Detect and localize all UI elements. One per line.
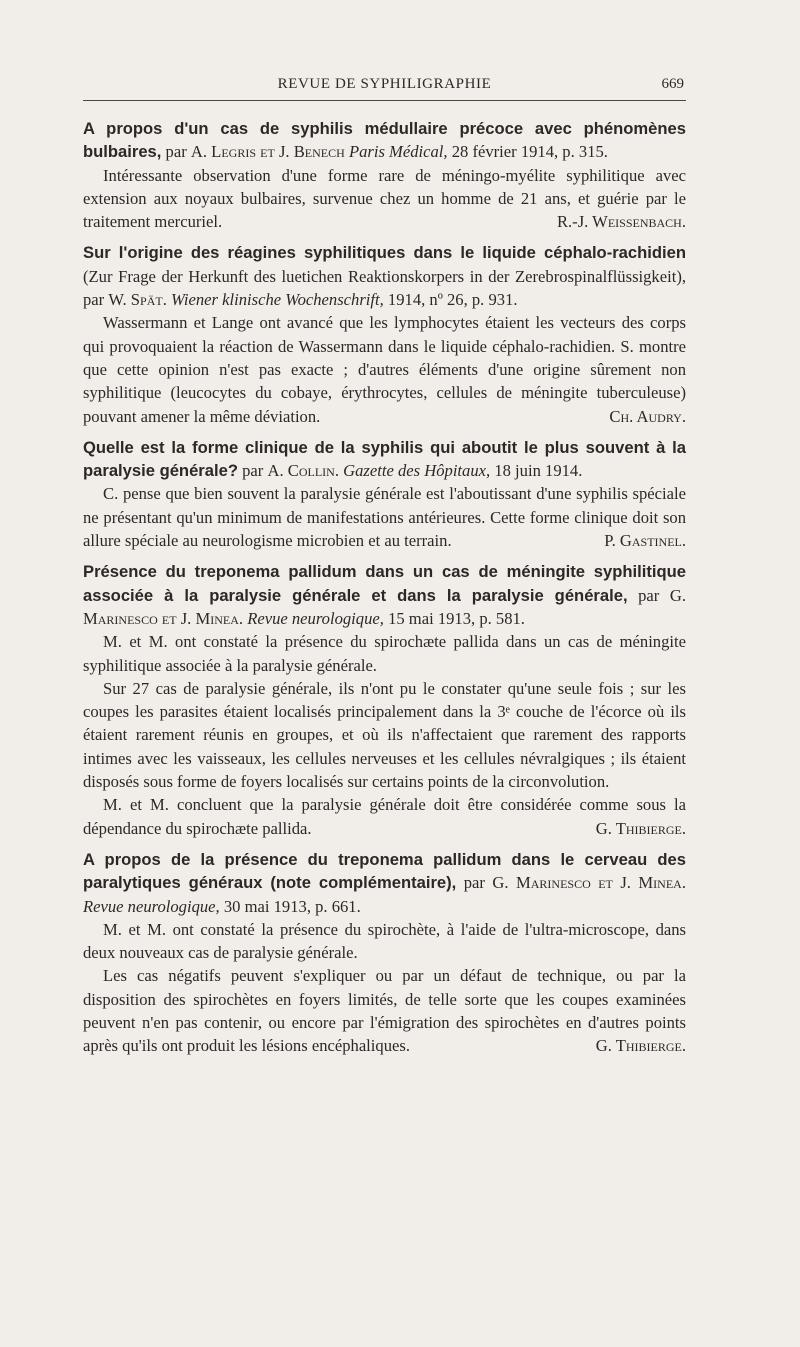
entry-journal: Wiener klinische Wochenschrift,: [171, 290, 384, 310]
by-word: par: [463, 873, 485, 893]
entry-authors: W. Spät.: [108, 290, 167, 310]
paragraph-text: Les cas négatifs peuvent s'expliquer ou par un défaut de technique, ou par la disposition des spirochètes en foyers limités, de telle sorte que les coupes examinées peuvent n'en pas contenir, ou encore par l'émigration des spirochètes en d'autres points après qu'ils ont produit les lésions encéphaliques.: [83, 966, 686, 1056]
entry-heading: [83, 241, 686, 311]
article-list: [83, 117, 686, 1066]
entry-title: Sur l'origine des réagines syphilitiques dans le liquide céphalo-rachidien: [83, 243, 686, 263]
by-word: par: [83, 290, 105, 310]
entry-citation: 28 février 1914, p. 315.: [451, 142, 608, 162]
page-number: 669: [661, 76, 684, 92]
reviewer-signature: Ch. Audry.: [609, 406, 686, 426]
entry-paragraph: [83, 677, 686, 793]
entry-subtitle: (Zur Frage der Herkunft des luetichen Reaktionskorpers in der Zerebrospinalflüssigkeit),: [83, 266, 686, 286]
entry-citation: 15 mai 1913, p. 581.: [388, 608, 525, 628]
entry-paragraph: [83, 164, 686, 234]
abstract-entry: [83, 117, 686, 233]
entry-citation: 18 juin 1914.: [494, 461, 583, 481]
entry-journal: Revue neurologique,: [247, 608, 384, 628]
abstract-entry: [83, 560, 686, 840]
entry-title: A propos de la présence du treponema pallidum dans le cerveau des paralytiques généraux (note complémentaire),: [83, 849, 686, 893]
running-header: [83, 76, 686, 101]
entry-paragraph: [83, 311, 686, 427]
entry-paragraph: [83, 964, 686, 1057]
entry-authors: G. Marinesco et J. Minea.: [492, 873, 686, 893]
abstract-entry: [83, 848, 686, 1058]
reviewer-signature: G. Thibierge.: [595, 818, 686, 838]
paragraph-text: Sur 27 cas de paralysie générale, ils n'ont pu le constater qu'une seule fois ; sur les coupes les parasites étaient localisés principalement dans la 3ᵉ couche de l'écorce où ils étaient rarement réunis en groupes, et où ils n'affectaient que rarement des rapports intimes avec les vaisseaux, les cellules nerveuses et les cellules névralgiques ; ils étaient disposés sous forme de foyers localisés sur certains points de la circonvolution.: [83, 678, 686, 792]
reviewer-signature: G. Thibierge.: [595, 1036, 686, 1056]
by-word: par: [242, 461, 264, 481]
entry-paragraph: [83, 482, 686, 552]
reviewer-signature: R.-J. Weissenbach.: [556, 212, 686, 232]
entry-heading: [83, 436, 686, 483]
entry-heading: [83, 560, 686, 630]
entry-title: Quelle est la forme clinique de la syphilis qui aboutit le plus souvent à la paralysie générale?: [83, 437, 686, 481]
entry-heading: [83, 117, 686, 164]
paragraph-text: Wassermann et Lange ont avancé que les lymphocytes étaient les vecteurs des corps qui provoquaient la réaction de Wassermann dans le liquide céphalo-rachidien. S. montre que cette opinion n'est pas exacte ; d'autres éléments d'une origine sûrement non syphilitique (leucocytes du cobaye, érythrocytes, cellules de méningite tuberculeuse) pouvant amener la même déviation.: [83, 313, 686, 426]
entry-paragraph: [83, 918, 686, 965]
entry-paragraph: [83, 630, 686, 677]
entry-journal: Paris Médical,: [348, 142, 448, 162]
entry-authors: G. Marinesco et J. Minea.: [83, 585, 686, 628]
entry-title: A propos d'un cas de syphilis médullaire précoce avec phénomènes bulbaires,: [83, 119, 686, 162]
entry-authors: A. Collin.: [267, 461, 339, 481]
paragraph-text: Intéressante observation d'une forme rare de méningo-myélite syphilitique avec extension aux noyaux bulbaires, survenue chez un homme de 21 ans, et guérie par le traitement mercuriel.: [83, 165, 686, 232]
entry-paragraph: [83, 793, 686, 840]
by-word: par: [638, 585, 660, 605]
entry-title: Présence du treponema pallidum dans un cas de méningite syphilitique associée à la paralysie générale et dans la paralysie générale,: [83, 562, 686, 605]
paragraph-text: M. et M. ont constaté la présence du spirochète, à l'aide de l'ultra-microscope, dans deux nouveaux cas de paralysie générale.: [83, 919, 686, 963]
reviewer-signature: P. Gastinel.: [604, 531, 686, 551]
paragraph-text: M. et M. ont constaté la présence du spirochæte pallida dans un cas de méningite syphilitique associée à la paralysie générale.: [83, 632, 686, 675]
entry-citation: 1914, nº 26, p. 931.: [387, 290, 518, 310]
entry-journal: Revue neurologique,: [83, 896, 220, 916]
paragraph-text: C. pense que bien souvent la paralysie générale est l'aboutissant d'une syphilis spéciale ne présentant qu'un minimum de manifestations antérieures. Cette forme clinique doit son allure spéciale au neurologisme microbien et au terrain.: [83, 484, 686, 551]
entry-heading: [83, 848, 686, 918]
abstract-entry: [83, 241, 686, 427]
entry-journal: Gazette des Hôpitaux,: [343, 461, 491, 481]
abstract-entry: [83, 436, 686, 552]
entry-authors: A. Legris et J. Benech: [190, 142, 345, 162]
by-word: par: [165, 142, 187, 162]
running-title: REVUE DE SYPHILIGRAPHIE: [277, 76, 492, 92]
entry-citation: 30 mai 1913, p. 661.: [223, 896, 361, 916]
paragraph-text: M. et M. concluent que la paralysie générale doit être considérée comme sous la dépendance du spirochæte pallida.: [83, 795, 686, 838]
